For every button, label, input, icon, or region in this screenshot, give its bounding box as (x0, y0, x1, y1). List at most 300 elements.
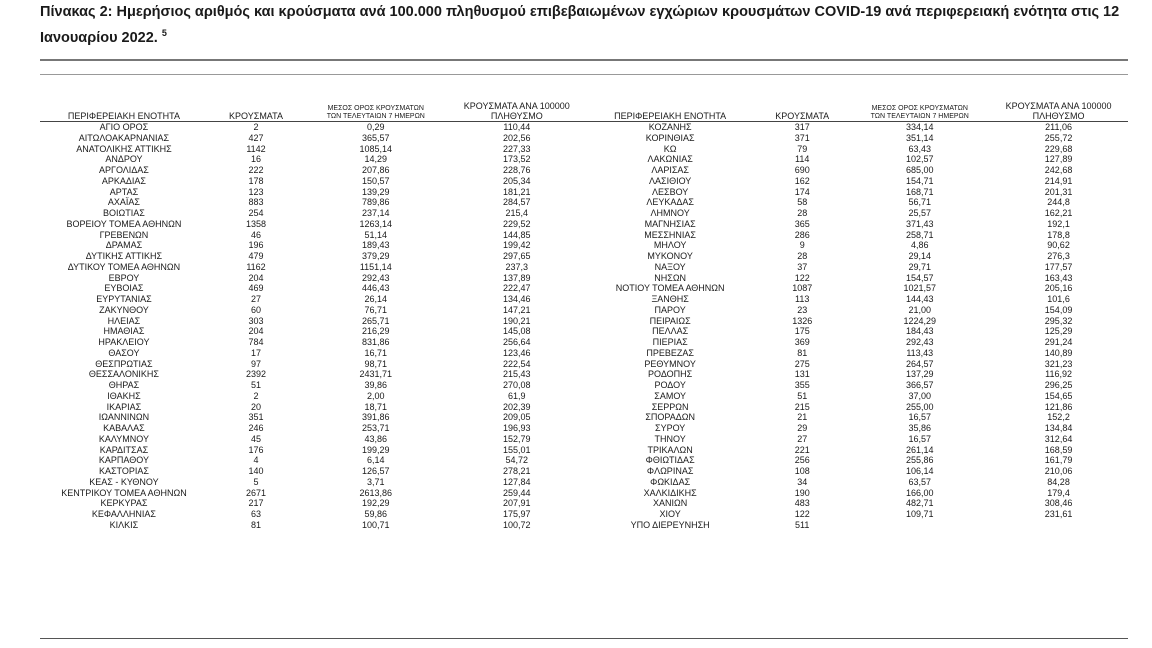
right-avg7-cell: 25,57 (908, 208, 931, 218)
right-avg7-cell: 63,57 (908, 476, 931, 487)
table-row (40, 283, 1128, 294)
left-avg7-cell: 39,86 (364, 380, 388, 390)
right-region-cell: ΛΑΡΙΣΑΣ (651, 165, 689, 175)
table-row (40, 445, 1128, 456)
left-per100k-cell: 222,47 (503, 283, 531, 294)
right-region-cell: ΦΘΙΩΤΙΔΑΣ (645, 455, 695, 466)
right-avg7-cell: 685,00 (905, 165, 934, 175)
right-cases-cell: 108 (794, 466, 810, 476)
header-region-left: ΠΕΡΙΦΕΡΕΙΑΚΗ ΕΝΟΤΗΤΑ (40, 95, 208, 122)
left-per100k-cell: 207,91 (503, 498, 531, 509)
left-cases-cell: 46 (251, 229, 262, 240)
left-cases-cell: 303 (248, 315, 264, 326)
right-cases-cell: 81 (797, 347, 808, 358)
header-cases-right: ΚΡΟΥΣΜΑΤΑ (754, 95, 850, 122)
left-cases-cell: 196 (248, 240, 264, 251)
right-per100k-cell: 154,09 (1044, 304, 1073, 315)
left-cases-cell: 2 (253, 390, 259, 401)
left-per100k-cell: 196,93 (503, 423, 531, 433)
left-per100k-cell: 215,43 (503, 369, 531, 380)
left-cases-cell: 1358 (246, 218, 267, 229)
left-region-cell: ΑΧΑΪΑΣ (107, 197, 140, 208)
header-region-right: ΠΕΡΙΦΕΡΕΙΑΚΗ ΕΝΟΤΗΤΑ (586, 95, 754, 122)
right-avg7-cell: 371,43 (905, 218, 934, 229)
right-region-cell: ΤΡΙΚΑΛΩΝ (647, 444, 693, 455)
right-region-cell: ΡΟΔΟΥ (654, 380, 686, 390)
right-region-cell: ΠΙΕΡΙΑΣ (652, 337, 688, 347)
right-cases-cell: 9 (799, 240, 805, 251)
left-region-cell: ΓΡΕΒΕΝΩΝ (99, 229, 149, 240)
right-cases-cell: 190 (794, 487, 810, 498)
left-region-cell: ΚΕΦΑΛΛΗΝΙΑΣ (91, 509, 156, 519)
right-region-cell: ΜΕΣΣΗΝΙΑΣ (644, 229, 696, 240)
left-avg7-cell: 1085,14 (359, 143, 393, 154)
right-cases-cell: 355 (794, 380, 810, 390)
left-per100k-cell: 199,42 (503, 240, 531, 251)
left-avg7-cell: 14,29 (364, 154, 388, 165)
left-per100k-cell: 173,52 (503, 154, 531, 165)
left-per100k-cell: 61,9 (508, 390, 526, 401)
left-region-cell: ΕΥΡΥΤΑΝΙΑΣ (96, 294, 152, 304)
left-region-cell: ΚΙΛΚΙΣ (109, 519, 139, 530)
left-avg7-cell: 265,71 (362, 315, 390, 326)
header-per100k-line2: ΠΛΗΘΥΣΜΟ (1032, 110, 1085, 121)
left-avg7-cell: 1151,14 (359, 261, 392, 272)
right-cases-cell: 28 (797, 251, 808, 261)
right-per100k-cell: 214,91 (1044, 175, 1073, 186)
right-per100k-cell: 134,84 (1044, 423, 1073, 433)
table-row (40, 402, 1128, 413)
right-per100k-cell: 242,68 (1044, 165, 1073, 175)
left-region-cell: ΑΓΙΟ ΟΡΟΣ (99, 122, 149, 132)
right-region-cell: ΠΕΙΡΑΙΩΣ (649, 315, 691, 326)
left-avg7-cell: 6,14 (367, 455, 385, 466)
right-cases-cell: 113 (795, 294, 810, 304)
left-avg7-cell: 365,57 (362, 132, 390, 143)
right-avg7-cell: 16,57 (908, 412, 931, 423)
right-per100k-cell: 101,6 (1047, 294, 1070, 304)
left-cases-cell: 63 (251, 509, 262, 519)
table-caption (40, 2, 1130, 49)
right-cases-cell: 122 (794, 272, 810, 283)
left-cases-cell: 1162 (246, 261, 266, 272)
right-region-cell: ΦΩΚΙΔΑΣ (650, 476, 691, 487)
left-region-cell: ΙΚΑΡΙΑΣ (106, 401, 142, 412)
table-row (40, 326, 1128, 337)
right-per100k-cell: 154,65 (1044, 390, 1073, 401)
right-avg7-cell: 106,14 (905, 466, 934, 476)
left-cases-cell: 2392 (246, 369, 267, 380)
left-avg7-cell: 2,00 (367, 390, 385, 401)
right-avg7-cell: 144,43 (905, 294, 934, 304)
right-cases-cell: 1087 (792, 283, 813, 294)
header-avg7-right (850, 95, 989, 122)
table-row (40, 466, 1128, 477)
left-region-cell: ΘΕΣΣΑΛΟΝΙΚΗΣ (88, 369, 159, 380)
left-avg7-cell: 189,43 (362, 240, 390, 251)
right-per100k-cell: 162,21 (1044, 208, 1073, 218)
left-per100k-cell: 127,84 (503, 476, 531, 487)
left-region-cell: ΚΑΡΔΙΤΣΑΣ (99, 444, 149, 455)
header-per100k-line2: ΠΛΗΘΥΣΜΟ (490, 110, 543, 121)
left-cases-cell: 51 (251, 380, 262, 390)
right-avg7-cell: 292,43 (905, 337, 934, 347)
left-avg7-cell: 391,86 (362, 412, 390, 423)
right-region-cell: ΝΟΤΙΟΥ ΤΟΜΕΑ ΑΘΗΝΩΝ (615, 283, 725, 294)
left-per100k-cell: 228,76 (503, 165, 531, 175)
right-region-cell: ΞΑΝΘΗΣ (651, 294, 689, 304)
right-cases-cell: 27 (797, 433, 808, 444)
table-row (40, 251, 1128, 262)
right-cases-cell: 21 (797, 412, 808, 423)
left-cases-cell: 45 (251, 433, 262, 444)
right-per100k-cell: 84,28 (1047, 476, 1070, 487)
right-cases-cell: 29 (797, 423, 808, 433)
right-cases-cell: 365 (794, 218, 810, 229)
right-avg7-cell: 255,86 (905, 455, 934, 466)
right-region-cell: ΜΥΚΟΝΟΥ (647, 251, 693, 261)
right-region-cell: ΚΩ (663, 143, 677, 154)
table-row (40, 208, 1128, 219)
left-region-cell: ΘΕΣΠΡΩΤΙΑΣ (95, 358, 153, 369)
left-avg7-cell: 237,14 (362, 208, 390, 218)
right-per100k-cell: 152,2 (1047, 412, 1070, 423)
left-avg7-cell: 446,43 (362, 283, 390, 294)
left-cases-cell: 222 (248, 165, 264, 175)
right-cases-cell: 369 (794, 337, 810, 347)
left-cases-cell: 217 (248, 498, 264, 509)
left-cases-cell: 351 (248, 412, 264, 423)
right-region-cell: ΚΟΖΑΝΗΣ (648, 122, 692, 132)
table-row (40, 122, 1128, 133)
right-cases-cell: 371 (794, 132, 810, 143)
left-avg7-cell: 98,71 (364, 358, 388, 369)
right-cases-cell: 162 (794, 175, 810, 186)
right-cases-cell: 483 (794, 498, 810, 509)
header-per100k-right (989, 95, 1128, 122)
table-row (40, 337, 1128, 348)
table-row (40, 477, 1128, 488)
right-region-cell: ΣΕΡΡΩΝ (651, 401, 689, 412)
right-cases-cell: 28 (797, 208, 808, 218)
right-cases-cell: 122 (794, 509, 810, 519)
left-avg7-cell: 0,29 (367, 122, 385, 132)
left-region-cell: ΕΒΡΟΥ (108, 272, 140, 283)
table-row (40, 359, 1128, 370)
right-region-cell: ΠΕΛΛΑΣ (652, 326, 689, 337)
table-row (40, 316, 1128, 327)
right-per100k-cell: 121,86 (1044, 401, 1073, 412)
right-cases-cell: 1326 (792, 315, 813, 326)
right-avg7-cell: 366,57 (905, 380, 934, 390)
left-region-cell: ΚΕΝΤΡΙΚΟΥ ΤΟΜΕΑ ΑΘΗΝΩΝ (61, 487, 187, 498)
top-rule-thick (40, 59, 1128, 61)
header-per100k-line1: ΚΡΟΥΣΜΑΤΑ ΑΝΑ 100000 (1005, 101, 1112, 111)
left-region-cell: ΑΝΔΡΟΥ (105, 154, 143, 165)
right-per100k-cell: 127,89 (1044, 154, 1073, 165)
left-per100k-cell: 137,89 (503, 272, 531, 283)
left-avg7-cell: 76,71 (364, 304, 388, 315)
left-avg7-cell: 253,71 (362, 423, 390, 433)
right-cases-cell: 215 (794, 401, 810, 412)
left-per100k-cell: 259,44 (503, 487, 531, 498)
right-avg7-cell: 35,86 (908, 423, 931, 433)
right-cases-cell: 51 (797, 390, 808, 401)
table-row (40, 434, 1128, 445)
table-row (40, 262, 1128, 273)
right-per100k-cell: 210,06 (1044, 466, 1073, 476)
left-region-cell: ΑΝΑΤΟΛΙΚΗΣ ΑΤΤΙΚΗΣ (76, 143, 172, 154)
right-cases-cell: 286 (794, 229, 810, 240)
right-region-cell: ΛΗΜΝΟΥ (650, 208, 690, 218)
left-region-cell: ΚΑΣΤΟΡΙΑΣ (98, 466, 149, 476)
left-region-cell: ΘΗΡΑΣ (108, 380, 140, 390)
left-cases-cell: 2 (253, 122, 259, 132)
table-row (40, 423, 1128, 434)
right-region-cell: ΛΑΣΙΘΙΟΥ (649, 175, 692, 186)
table-row (40, 176, 1128, 187)
left-region-cell: ΑΙΤΩΛΟΑΚΑΡΝΑΝΙΑΣ (78, 132, 170, 143)
left-avg7-cell: 379,29 (362, 251, 390, 261)
right-per100k-cell: 276,3 (1047, 251, 1070, 261)
table-row (40, 488, 1128, 499)
right-avg7-cell: 1021,57 (903, 283, 937, 294)
left-per100k-cell: 181,21 (503, 186, 531, 197)
left-cases-cell: 246 (248, 423, 264, 433)
right-per100k-cell: 244,8 (1047, 197, 1070, 208)
left-cases-cell: 176 (248, 444, 264, 455)
right-region-cell: ΤΗΝΟΥ (654, 433, 686, 444)
right-per100k-cell: 296,25 (1044, 380, 1073, 390)
right-avg7-cell: 63,43 (908, 143, 931, 154)
right-cases-cell: 174 (794, 186, 810, 197)
table-row (40, 154, 1128, 165)
right-cases-cell: 221 (794, 444, 810, 455)
left-cases-cell: 27 (251, 294, 262, 304)
right-region-cell: ΥΠΟ ΔΙΕΡΕΥΝΗΣΗ (630, 519, 710, 530)
left-avg7-cell: 51,14 (364, 229, 388, 240)
left-region-cell: ΚΑΛΥΜΝΟΥ (98, 433, 149, 444)
table-row (40, 380, 1128, 391)
left-region-cell: ΚΕΡΚΥΡΑΣ (100, 498, 148, 509)
table-row (40, 273, 1128, 284)
right-cases-cell: 23 (797, 304, 808, 315)
right-cases-cell: 79 (797, 143, 808, 154)
right-per100k-cell: 125,29 (1044, 326, 1073, 337)
right-avg7-cell: 137,29 (905, 369, 934, 380)
table-row (40, 133, 1128, 144)
right-per100k-cell: 229,68 (1044, 143, 1073, 154)
left-cases-cell: 1142 (246, 143, 266, 154)
right-region-cell: ΠΑΡΟΥ (654, 304, 686, 315)
left-region-cell: ΒΟΡΕΙΟΥ ΤΟΜΕΑ ΑΘΗΝΩΝ (66, 218, 182, 229)
table-row (40, 412, 1128, 423)
left-region-cell: ΑΡΤΑΣ (109, 186, 139, 197)
left-per100k-cell: 134,46 (503, 294, 531, 304)
right-per100k-cell (989, 520, 1128, 531)
right-per100k-cell: 312,64 (1044, 433, 1073, 444)
left-per100k-cell: 145,08 (503, 326, 531, 337)
caption-text: Πίνακας 2: Ημερήσιος αριθμός και κρούσματα ανά 100.000 πληθυσμού επιβεβαιωμένων εγχώριων κρουσμάτων COVID-19 ανά περιφερειακή ενότητα στις 12 Ιανουαρίου 2022. (40, 4, 1120, 46)
left-region-cell: ΚΕΑΣ - ΚΥΘΝΟΥ (89, 476, 159, 487)
table-row (40, 240, 1128, 251)
left-avg7-cell: 192,29 (362, 498, 390, 509)
right-region-cell: ΡΕΘΥΜΝΟΥ (644, 358, 696, 369)
right-per100k-cell: 90,62 (1047, 240, 1070, 251)
left-avg7-cell: 126,57 (362, 466, 390, 476)
left-avg7-cell: 292,43 (362, 272, 390, 283)
right-cases-cell: 131 (794, 369, 810, 380)
right-cases-cell: 690 (794, 165, 810, 175)
left-per100k-cell: 175,97 (503, 509, 531, 519)
right-cases-cell: 34 (797, 476, 808, 487)
left-per100k-cell: 256,64 (503, 337, 531, 347)
right-avg7-cell: 56,71 (908, 197, 931, 208)
right-region-cell: ΜΗΛΟΥ (653, 240, 687, 251)
right-per100k-cell: 192,1 (1047, 218, 1070, 229)
left-avg7-cell: 3,71 (367, 476, 385, 487)
table-row (40, 230, 1128, 241)
table-row (40, 294, 1128, 305)
left-cases-cell: 5 (253, 476, 259, 487)
right-avg7-cell: 16,57 (908, 433, 931, 444)
right-region-cell: ΠΡΕΒΕΖΑΣ (646, 347, 694, 358)
covid-cases-table (40, 95, 1128, 531)
right-avg7-cell: 21,00 (908, 304, 931, 315)
header-per100k-line1: ΚΡΟΥΣΜΑΤΑ ΑΝΑ 100000 (463, 101, 570, 111)
header-avg7-line1: ΜΕΣΟΣ ΟΡΟΣ ΚΡΟΥΣΜΑΤΩΝ (327, 105, 424, 112)
right-region-cell: ΚΟΡΙΝΘΙΑΣ (645, 132, 695, 143)
left-region-cell: ΕΥΒΟΙΑΣ (104, 283, 144, 294)
right-avg7-cell: 351,14 (905, 132, 934, 143)
right-avg7-cell: 29,14 (908, 251, 931, 261)
left-cases-cell: 16 (251, 154, 262, 165)
left-per100k-cell: 144,85 (503, 229, 531, 240)
right-per100k-cell: 295,32 (1044, 315, 1073, 326)
right-avg7-cell: 168,71 (905, 186, 934, 197)
right-avg7-cell (850, 520, 989, 531)
right-per100k-cell: 201,31 (1044, 186, 1073, 197)
left-cases-cell: 469 (248, 283, 264, 294)
left-avg7-cell: 43,86 (364, 433, 388, 444)
header-per100k-left (447, 95, 586, 122)
right-per100k-cell: 321,23 (1044, 358, 1073, 369)
right-avg7-cell: 37,00 (908, 390, 931, 401)
left-region-cell: ΒΟΙΩΤΙΑΣ (103, 208, 145, 218)
right-region-cell: ΛΑΚΩΝΙΑΣ (647, 154, 693, 165)
top-rule-thin (40, 74, 1128, 75)
left-avg7-cell: 216,29 (362, 326, 390, 337)
right-avg7-cell: 184,43 (905, 326, 934, 337)
table-header-row (40, 95, 1128, 122)
right-avg7-cell: 29,71 (908, 261, 931, 272)
left-per100k-cell: 190,21 (503, 315, 531, 326)
right-region-cell: ΛΕΥΚΑΔΑΣ (646, 197, 694, 208)
left-avg7-cell: 2613,86 (359, 487, 393, 498)
left-cases-cell: 204 (248, 272, 264, 283)
left-per100k-cell: 147,21 (503, 304, 531, 315)
left-per100k-cell: 229,52 (503, 218, 531, 229)
right-avg7-cell: 334,14 (905, 122, 934, 132)
right-avg7-cell: 255,00 (905, 401, 934, 412)
left-cases-cell: 479 (248, 251, 264, 261)
right-cases-cell: 511 (795, 519, 810, 530)
table-row (40, 369, 1128, 380)
left-per100k-cell: 278,21 (503, 466, 531, 476)
left-region-cell: ΙΘΑΚΗΣ (107, 390, 141, 401)
right-cases-cell: 114 (795, 154, 810, 165)
left-cases-cell: 254 (248, 208, 264, 218)
left-avg7-cell: 26,14 (364, 294, 388, 304)
left-cases-cell: 20 (251, 401, 262, 412)
right-avg7-cell: 102,57 (905, 154, 934, 165)
right-per100k-cell: 177,57 (1044, 261, 1073, 272)
left-avg7-cell: 2431,71 (359, 369, 393, 380)
left-region-cell: ΚΑΒΑΛΑΣ (103, 423, 145, 433)
right-cases-cell: 256 (794, 455, 810, 466)
right-per100k-cell: 116,92 (1045, 369, 1072, 380)
header-cases-left: ΚΡΟΥΣΜΑΤΑ (208, 95, 304, 122)
left-avg7-cell: 199,29 (362, 444, 390, 455)
right-cases-cell: 317 (794, 122, 810, 132)
right-region-cell: ΧΑΛΚΙΔΙΚΗΣ (643, 487, 697, 498)
left-region-cell: ΗΜΑΘΙΑΣ (103, 326, 145, 337)
left-region-cell: ΔΡΑΜΑΣ (105, 240, 143, 251)
left-avg7-cell: 139,29 (362, 186, 390, 197)
left-avg7-cell: 207,86 (362, 165, 390, 175)
header-avg7-line2: ΤΩΝ ΤΕΛΕΥΤΑΙΩΝ 7 ΗΜΕΡΩΝ (326, 113, 425, 120)
bottom-rule (40, 638, 1128, 639)
left-avg7-cell: 1263,14 (359, 218, 393, 229)
table-row (40, 144, 1128, 155)
right-region-cell: ΣΠΟΡΑΔΩΝ (645, 412, 695, 423)
table-row (40, 498, 1128, 509)
table-row (40, 455, 1128, 466)
left-per100k-cell: 297,65 (503, 251, 531, 261)
left-per100k-cell: 202,56 (503, 132, 531, 143)
right-per100k-cell: 163,43 (1044, 272, 1073, 283)
left-per100k-cell: 152,79 (503, 433, 531, 444)
right-avg7-cell: 109,71 (905, 509, 934, 519)
right-cases-cell: 58 (797, 197, 808, 208)
left-cases-cell: 17 (251, 347, 262, 358)
left-region-cell: ΗΛΕΙΑΣ (107, 315, 141, 326)
right-region-cell: ΝΑΞΟΥ (654, 261, 686, 272)
right-per100k-cell: 205,16 (1044, 283, 1073, 294)
right-region-cell: ΡΟΔΟΠΗΣ (648, 369, 693, 380)
table-row (40, 348, 1128, 359)
right-region-cell: ΦΛΩΡΙΝΑΣ (646, 466, 694, 476)
left-per100k-cell: 270,08 (503, 380, 531, 390)
left-cases-cell: 97 (251, 358, 262, 369)
left-avg7-cell: 16,71 (364, 347, 388, 358)
left-per100k-cell: 215,4 (505, 208, 529, 218)
left-per100k-cell: 54,72 (505, 455, 529, 466)
table-row (40, 165, 1128, 176)
right-avg7-cell: 258,71 (905, 229, 934, 240)
table-row (40, 305, 1128, 316)
right-cases-cell: 37 (797, 261, 808, 272)
left-per100k-cell: 227,33 (503, 143, 531, 154)
left-avg7-cell: 18,71 (364, 401, 388, 412)
left-per100k-cell: 284,57 (503, 197, 531, 208)
table-row (40, 391, 1128, 402)
left-region-cell: ΚΑΡΠΑΘΟΥ (98, 455, 149, 466)
right-region-cell: ΛΕΣΒΟΥ (652, 186, 689, 197)
left-cases-cell: 123 (248, 186, 264, 197)
right-avg7-cell: 482,71 (905, 498, 934, 509)
right-region-cell: ΧΑΝΙΩΝ (653, 498, 688, 509)
